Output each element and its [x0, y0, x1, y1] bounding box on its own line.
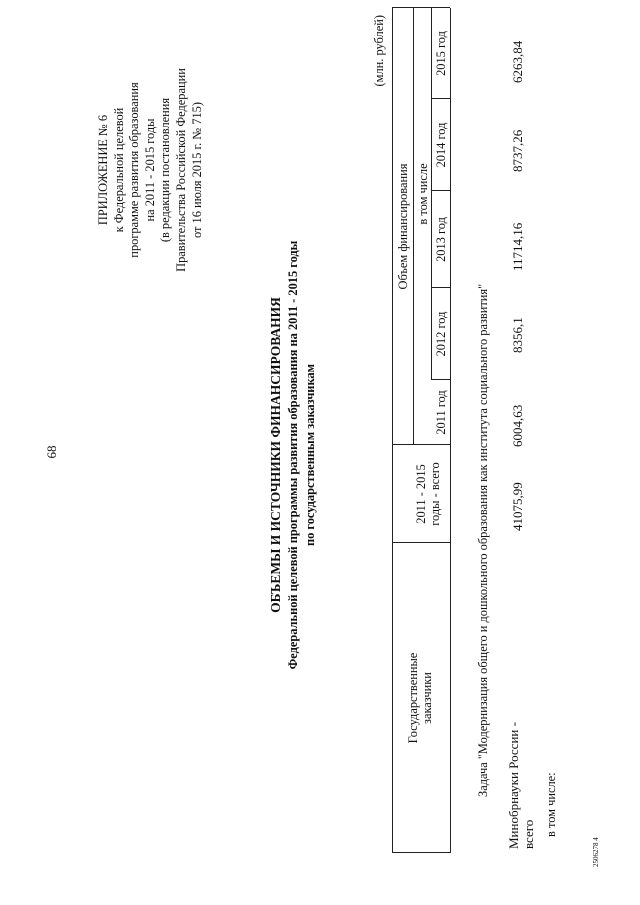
table-border-top: [392, 8, 393, 853]
table-row-customer: [506, 722, 536, 849]
table-rule: [413, 8, 414, 445]
value-total: 41075,99: [510, 482, 525, 531]
document-subtitle: по государственным заказчикам: [303, 363, 317, 547]
table-rule: [431, 8, 432, 380]
appendix-line: к Федеральной целевой: [111, 107, 126, 233]
value-2014: 8737,26: [510, 129, 525, 172]
header-year-2015: 2015 год: [434, 31, 448, 76]
header-total-line: годы - всего: [428, 462, 442, 526]
header-total-line: 2011 - 2015: [414, 464, 428, 524]
appendix-line: ПРИЛОЖЕНИЕ № 6: [96, 114, 110, 226]
value-2011: 6004,63: [510, 404, 525, 447]
value-2015: 6263,84: [510, 40, 525, 83]
document-title: ОБЪЕМЫ И ИСТОЧНИКИ ФИНАНСИРОВАНИЯ: [268, 297, 283, 613]
appendix-line: Правительства Российской Федерации: [173, 68, 188, 272]
header-year-2013: 2013 год: [434, 217, 448, 262]
value-2013: 11714,16: [510, 222, 525, 271]
header-year-2014: 2014 год: [434, 122, 448, 168]
header-including: в том числе: [416, 163, 430, 225]
appendix-line: от 16 июля 2015 г. № 715): [189, 102, 204, 238]
header-funding-volume: Объем финансирования: [396, 163, 410, 290]
page-number: 68: [44, 445, 59, 459]
header-year-2011: 2011 год: [434, 390, 448, 435]
header-customers-line: Государственные: [406, 652, 420, 744]
customer-name-line: всего: [521, 819, 536, 849]
including-label: в том числе:: [544, 772, 558, 837]
appendix-line: программе развития образования: [127, 82, 142, 258]
header-year-2012: 2012 год: [434, 311, 448, 357]
task-heading: Задача "Модернизация общего и дошкольного образования как института социального развития": [476, 283, 490, 797]
appendix-block: [96, 35, 205, 305]
customer-name-line: Минобрнауки России -: [506, 722, 521, 849]
header-total: [414, 445, 442, 543]
document-subtitle: Федеральной целевой программы развития образования на 2011 - 2015 годы: [286, 240, 300, 670]
appendix-line: на 2011 - 2015 годы: [142, 118, 157, 222]
appendix-line: (в редакции постановления: [158, 97, 173, 243]
units-label: (млн. рублей): [372, 15, 386, 87]
header-customers: [406, 543, 434, 853]
value-2012: 8356,1: [510, 317, 525, 353]
header-customers-line: заказчики: [420, 672, 434, 724]
document-stamp: 2506278 4: [592, 837, 600, 867]
table-header-bottom: [450, 8, 451, 853]
